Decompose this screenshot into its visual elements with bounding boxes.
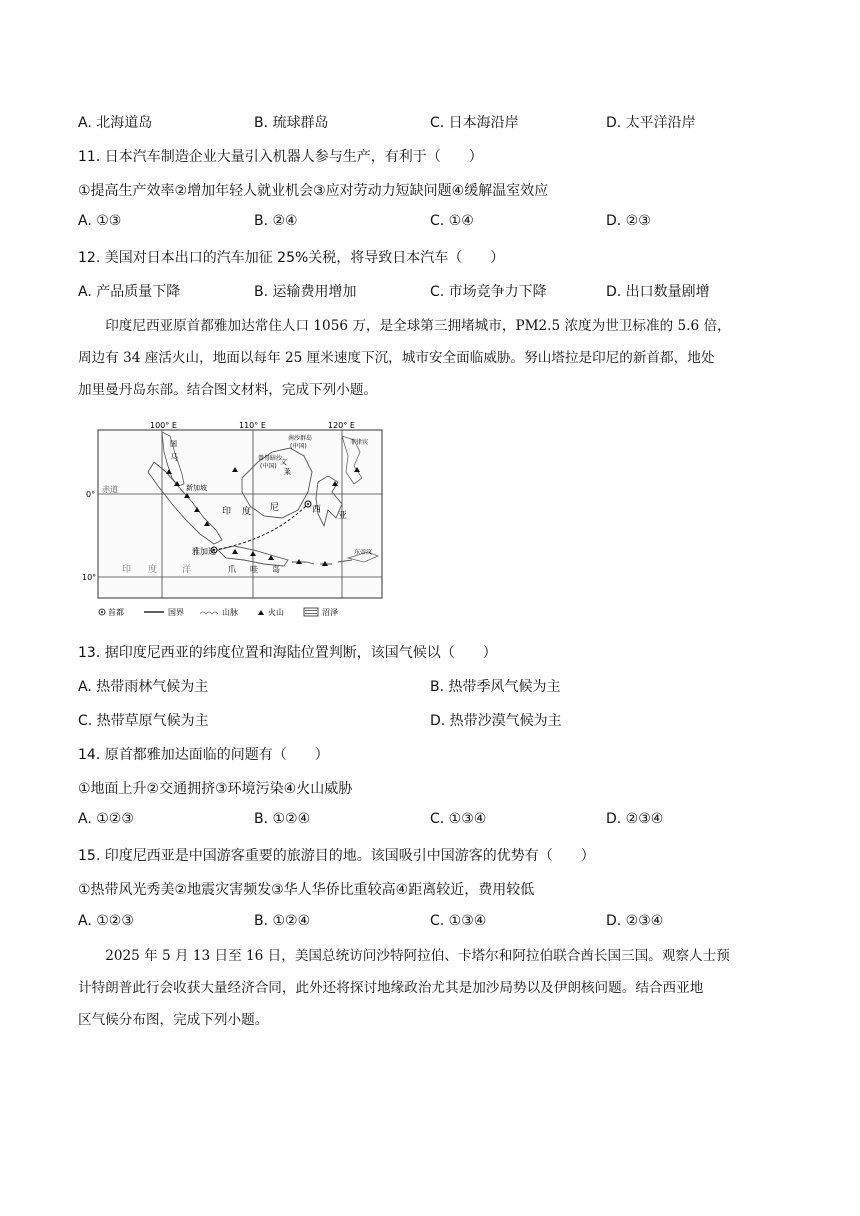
equator-label: 赤道 xyxy=(102,485,118,494)
q15-stem: 15. 印度尼西亚是中国游客重要的旅游目的地。该国吸引中国游客的优势有（ ） xyxy=(78,848,595,864)
lon-label-100: 100° E xyxy=(150,421,177,430)
q14-statements: ①地面上升②交通拥挤③环境污染④火山威胁 xyxy=(78,781,353,797)
label-zengmu-china: (中国) xyxy=(260,463,277,470)
q12-option-d: D. 出口数量剧增 xyxy=(606,284,710,300)
legend-mountain: 山脉 xyxy=(222,608,238,617)
q15-option-b: B. ①②④ xyxy=(254,913,311,929)
q15-option-c: C. ①③④ xyxy=(430,913,487,929)
q10-option-d: D. 太平洋沿岸 xyxy=(606,115,696,131)
lon-label-110: 110° E xyxy=(239,421,266,430)
q15-option-d: D. ②③④ xyxy=(606,913,664,929)
q11-option-a: A. ①③ xyxy=(78,213,122,229)
legend-mountain-icon xyxy=(200,612,218,614)
label-ocean-2: 度 xyxy=(148,565,158,575)
passage-indonesia-line-1: 印度尼西亚原首都雅加达常住人口 1056 万，是全球第三拥堵城市，PM2.5 浓度为世卫标准的 5.6 倍， xyxy=(105,318,731,334)
label-ocean-1: 印 xyxy=(122,565,132,575)
q13-option-a: A. 热带雨林气候为主 xyxy=(78,679,209,695)
map-legend xyxy=(99,607,338,617)
q12-option-b: B. 运输费用增加 xyxy=(254,284,357,300)
q12-option-a: A. 产品质量下降 xyxy=(78,284,181,300)
q13-option-b: B. 热带季风气候为主 xyxy=(430,679,561,695)
passage-indonesia xyxy=(78,310,790,406)
q14-option-c: C. ①③④ xyxy=(430,811,487,827)
label-indonesia-5: 亚 xyxy=(338,511,348,521)
label-guo: 国 xyxy=(170,440,177,448)
lat-label-10: 10° xyxy=(82,573,97,582)
label-java-1: 爪 xyxy=(228,565,236,574)
label-nansha-china: (中国) xyxy=(290,443,307,450)
legend-swamp: 沼泽 xyxy=(322,608,338,617)
label-indonesia-3: 尼 xyxy=(270,503,280,513)
label-lai: 莱 xyxy=(284,468,291,476)
legend-volcano-icon xyxy=(258,610,264,615)
legend-capital: 首都 xyxy=(108,608,124,617)
q13-stem: 13. 据印度尼西亚的纬度位置和海陆位置判断，该国气候以（ ） xyxy=(78,645,497,661)
label-malay: 马 xyxy=(170,453,178,462)
q14-option-b: B. ①②④ xyxy=(254,811,311,827)
q10-option-c: C. 日本海沿岸 xyxy=(430,115,519,131)
q14-option-d: D. ②③④ xyxy=(606,811,664,827)
q13-option-d: D. 热带沙漠气候为主 xyxy=(430,713,562,729)
label-wen: 文 xyxy=(280,458,287,466)
label-indonesia-4: 西 xyxy=(312,505,322,515)
q11-statements: ①提高生产效率②增加年轻人就业机会③应对劳动力短缺问题④缓解温室效应 xyxy=(78,183,549,199)
q10-option-b: B. 琉球群岛 xyxy=(254,115,329,131)
q12-option-c: C. 市场竞争力下降 xyxy=(430,284,547,300)
legend-capital-dot xyxy=(101,611,103,613)
q11-option-d: D. ②③ xyxy=(606,213,651,229)
label-indonesia-1: 印 xyxy=(222,507,232,517)
label-singapore: 新加坡 xyxy=(186,484,207,492)
lat-label-0: 0° xyxy=(86,490,96,499)
passage-west-asia-line-2: 计特朗普此行会收获大量经济合同，此外还将探讨地缘政治尤其是加沙局势以及伊朗核问题。结合西亚地 xyxy=(78,980,704,996)
legend-border: 国界 xyxy=(168,608,184,617)
label-dongdiwen: 东帝汶 xyxy=(354,549,373,556)
q14-option-a: A. ①②③ xyxy=(78,811,134,827)
legend-volcano: 火山 xyxy=(268,608,284,617)
indonesia-map xyxy=(82,421,388,620)
label-zengmu: 曾母暗沙 xyxy=(258,455,283,462)
passage-west-asia xyxy=(78,940,790,1036)
passage-west-asia-line-3: 区气候分布图，完成下列小题。 xyxy=(78,1012,269,1028)
q11-option-b: B. ②④ xyxy=(254,213,298,229)
passage-indonesia-line-3: 加里曼丹岛东部。结合图文材料，完成下列小题。 xyxy=(78,382,378,398)
q11-option-c: C. ①④ xyxy=(430,213,474,229)
q15-statements: ①热带风光秀美②地震灾害频发③华人华侨比重较高④距离较近，费用较低 xyxy=(78,882,535,898)
label-java-2: 哇 xyxy=(250,565,258,574)
label-java-3: 岛 xyxy=(272,565,280,574)
label-philippines: 菲律宾 xyxy=(350,439,369,446)
label-ocean-3: 洋 xyxy=(182,565,192,575)
label-nansha: 南沙群岛 xyxy=(288,435,313,442)
nusantara-capital-dot xyxy=(307,503,309,505)
label-indonesia-2: 度 xyxy=(242,507,252,517)
q10-option-a: A. 北海道岛 xyxy=(78,115,153,131)
lon-label-120: 120° E xyxy=(328,421,355,430)
label-jakarta: 雅加达 xyxy=(192,547,216,556)
passage-indonesia-line-2: 周边有 34 座活火山，地面以每年 25 厘米速度下沉，城市安全面临威胁。努山塔拉是印尼的新首都，地处 xyxy=(78,350,715,366)
q13-option-c: C. 热带草原气候为主 xyxy=(78,713,209,729)
legend-swamp-icon xyxy=(304,608,318,616)
passage-west-asia-line-1: 2025 年 5 月 13 日至 16 日，美国总统访问沙特阿拉伯、卡塔尔和阿拉伯联合酋长国三国。观察人士预 xyxy=(105,948,730,964)
q12-stem: 12. 美国对日本出口的汽车加征 25%关税，将导致日本汽车（ ） xyxy=(78,250,505,266)
q15-option-a: A. ①②③ xyxy=(78,913,134,929)
q11-stem: 11. 日本汽车制造企业大量引入机器人参与生产，有利于（ ） xyxy=(78,149,483,165)
q14-stem: 14. 原首都雅加达面临的问题有（ ） xyxy=(78,747,329,763)
